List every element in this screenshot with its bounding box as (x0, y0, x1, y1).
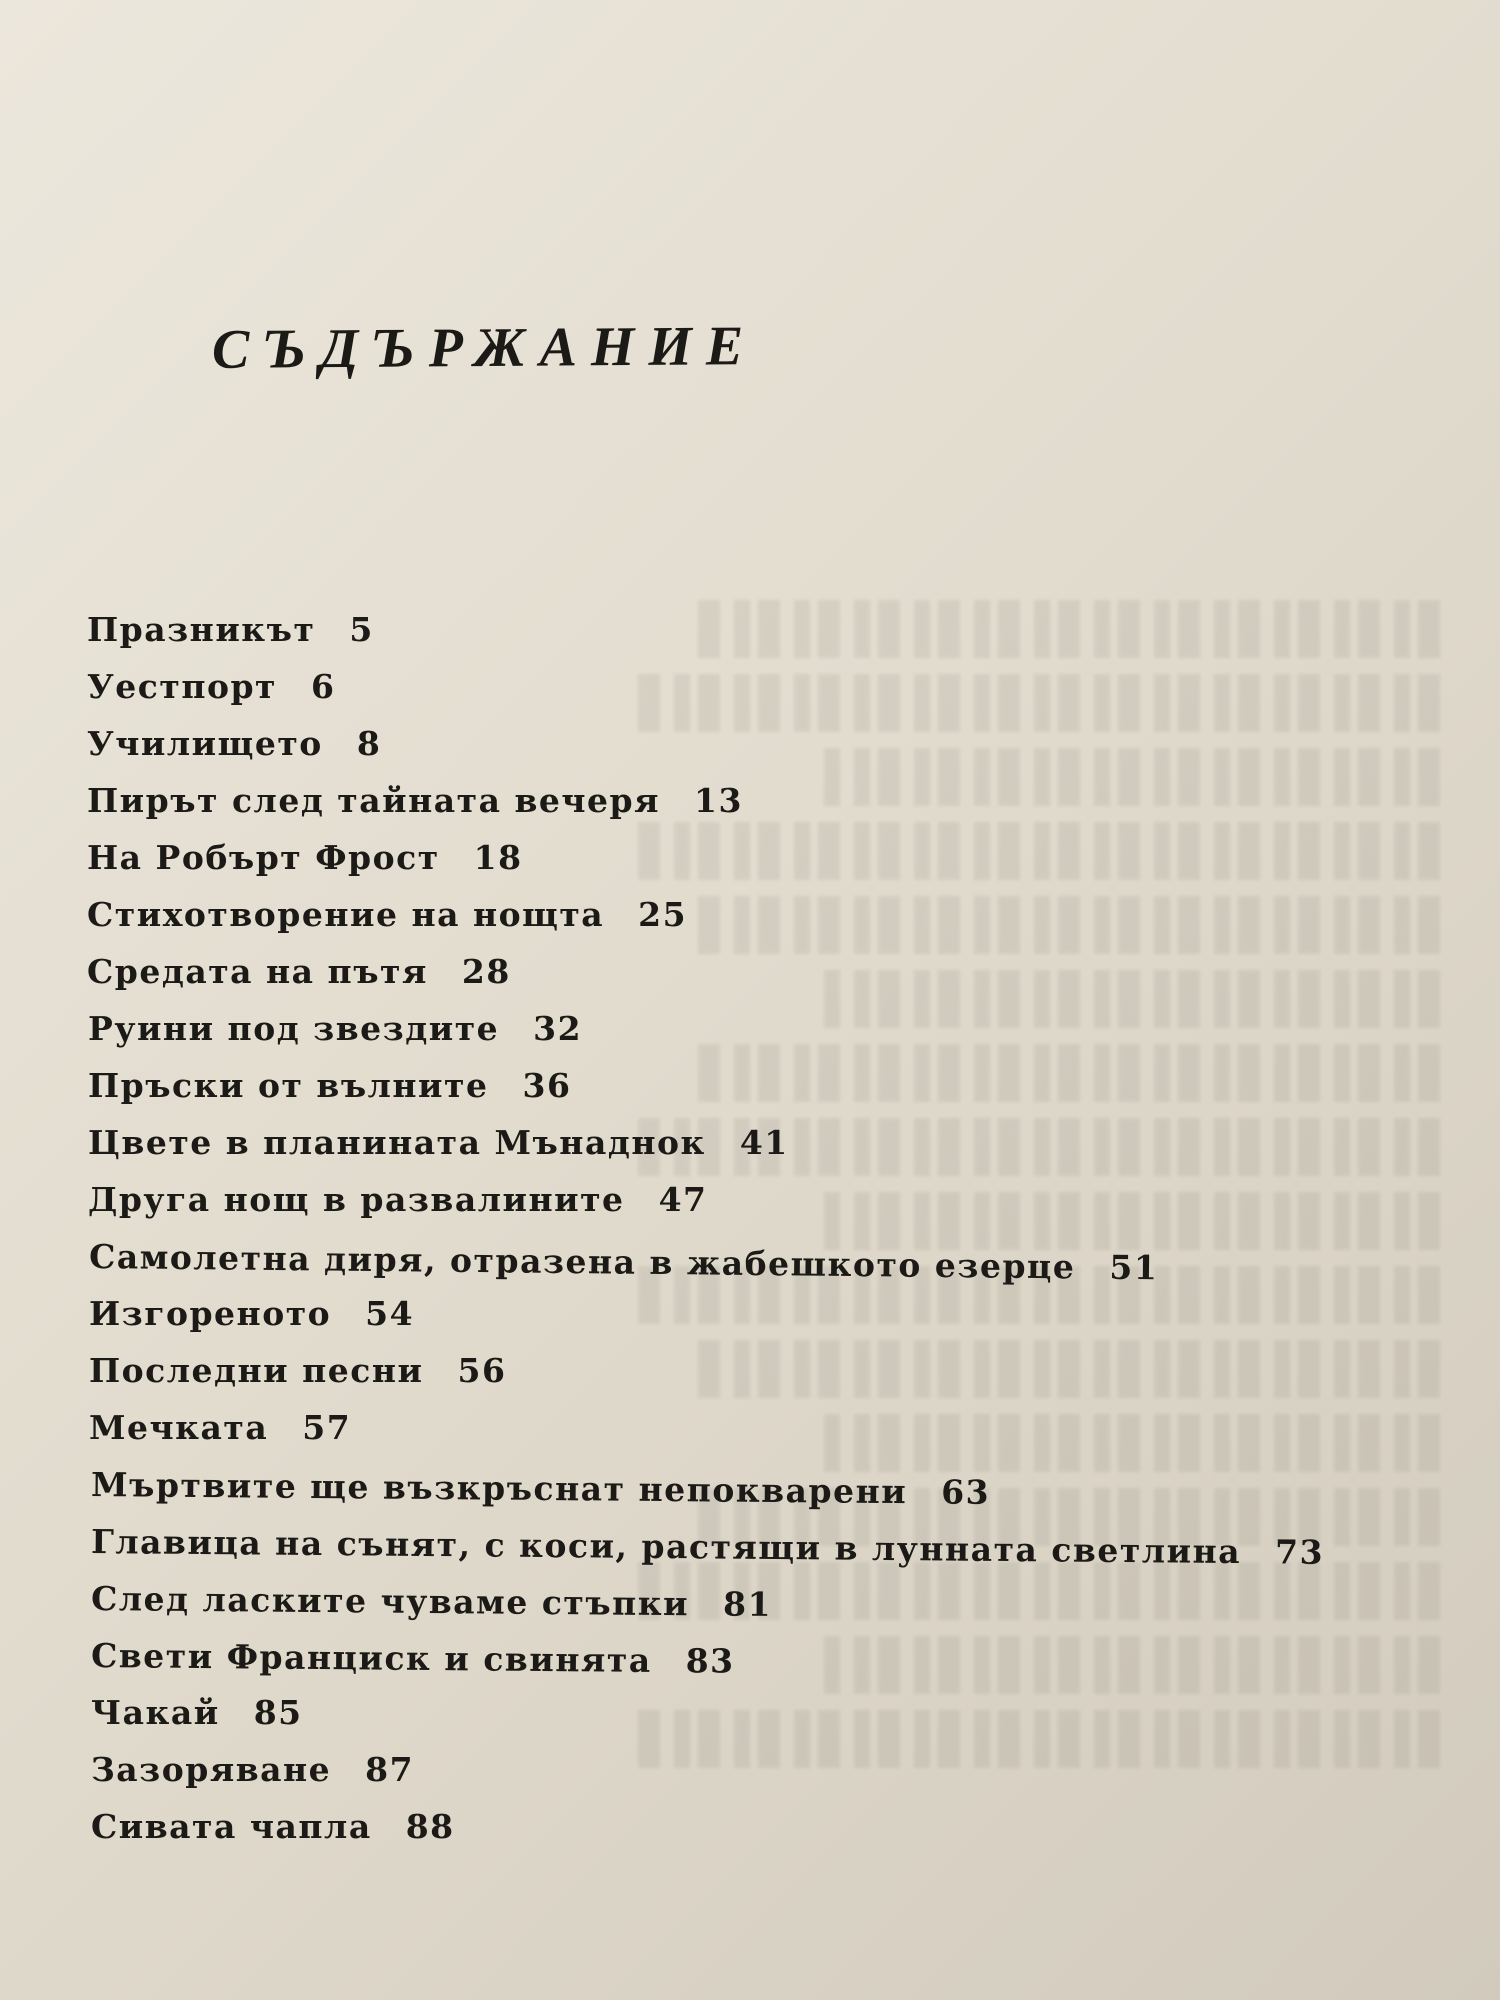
toc-entry (87, 667, 1447, 724)
entry-page-number: 47 (658, 1180, 708, 1219)
entry-page-number: 63 (941, 1472, 991, 1512)
entry-title: Мъртвите ще възкръснат непокварени (90, 1465, 908, 1512)
entry-page-number: 73 (1274, 1532, 1325, 1572)
entry-title: Празникът (87, 610, 316, 649)
entry-title: Свети Франциск и свинята (90, 1636, 652, 1680)
entry-title: Пирът след тайната вечеря (87, 781, 660, 820)
entry-title: Самолетна диря, отразена в жабешкото езерце (88, 1237, 1076, 1287)
entry-page-number: 13 (694, 781, 743, 820)
toc-entry (87, 1750, 1447, 1807)
entry-page-number: 85 (253, 1693, 303, 1732)
toc-entry (87, 1636, 1447, 1705)
entry-page-number: 32 (533, 1009, 583, 1048)
entry-title: Изгореното (89, 1294, 332, 1333)
entry-title: Училището (87, 724, 323, 763)
toc-entry (87, 1807, 1447, 1864)
entry-title: Сивата чапла (91, 1807, 372, 1846)
entry-title: Друга нощ в развалините (88, 1180, 625, 1219)
entry-title: Стихотворение на нощта (87, 895, 605, 934)
entry-title: Последни песни (89, 1351, 424, 1390)
entry-page-number: 83 (685, 1641, 735, 1681)
toc-entry (87, 1123, 1447, 1180)
entry-page-number: 88 (405, 1807, 455, 1846)
entry-page-number: 28 (461, 952, 511, 991)
entry-page-number: 56 (457, 1351, 507, 1390)
toc-entry (87, 610, 1447, 667)
toc-entry (87, 1009, 1447, 1066)
entry-page-number: 6 (311, 667, 336, 706)
toc-entry (87, 1180, 1447, 1237)
entry-page-number: 36 (522, 1066, 572, 1105)
entry-title: Уестпорт (87, 667, 278, 706)
entry-page-number: 87 (365, 1750, 415, 1789)
entry-title: Пръски от вълните (88, 1066, 489, 1105)
entry-page-number: 8 (356, 724, 382, 763)
toc-entry (87, 1066, 1447, 1123)
table-of-contents (87, 610, 1447, 1864)
entry-title: Мечката (89, 1408, 269, 1447)
entry-page-number: 57 (302, 1408, 352, 1447)
toc-entry (87, 1351, 1447, 1408)
entry-title: Главица на сънят, с коси, растящи в лунната светлина (90, 1522, 1242, 1572)
entry-title: Чакай (91, 1693, 220, 1732)
toc-entry (87, 838, 1447, 895)
entry-page-number: 25 (638, 895, 688, 934)
entry-title: Средата на пътя (87, 952, 428, 991)
entry-page-number: 81 (722, 1584, 773, 1624)
toc-entry (87, 724, 1447, 781)
entry-title: Руини под звездите (88, 1009, 500, 1048)
entry-page-number: 18 (473, 838, 523, 877)
entry-page-number: 54 (365, 1294, 415, 1333)
entry-title: Зазоряване (91, 1750, 332, 1789)
toc-entry (87, 952, 1447, 1009)
entry-page-number: 51 (1109, 1247, 1159, 1288)
toc-entry (87, 781, 1447, 838)
entry-page-number: 5 (349, 610, 374, 649)
toc-entry (87, 1408, 1447, 1465)
toc-entry (87, 895, 1447, 952)
entry-title: Цвете в планината Мънаднок (88, 1123, 706, 1162)
entry-title: След ласките чуваме стъпки (90, 1579, 690, 1624)
entry-title: На Робърт Фрост (87, 838, 440, 877)
toc-heading: СЪДЪРЖАНИЕ (211, 314, 758, 381)
entry-page-number: 41 (739, 1123, 789, 1162)
